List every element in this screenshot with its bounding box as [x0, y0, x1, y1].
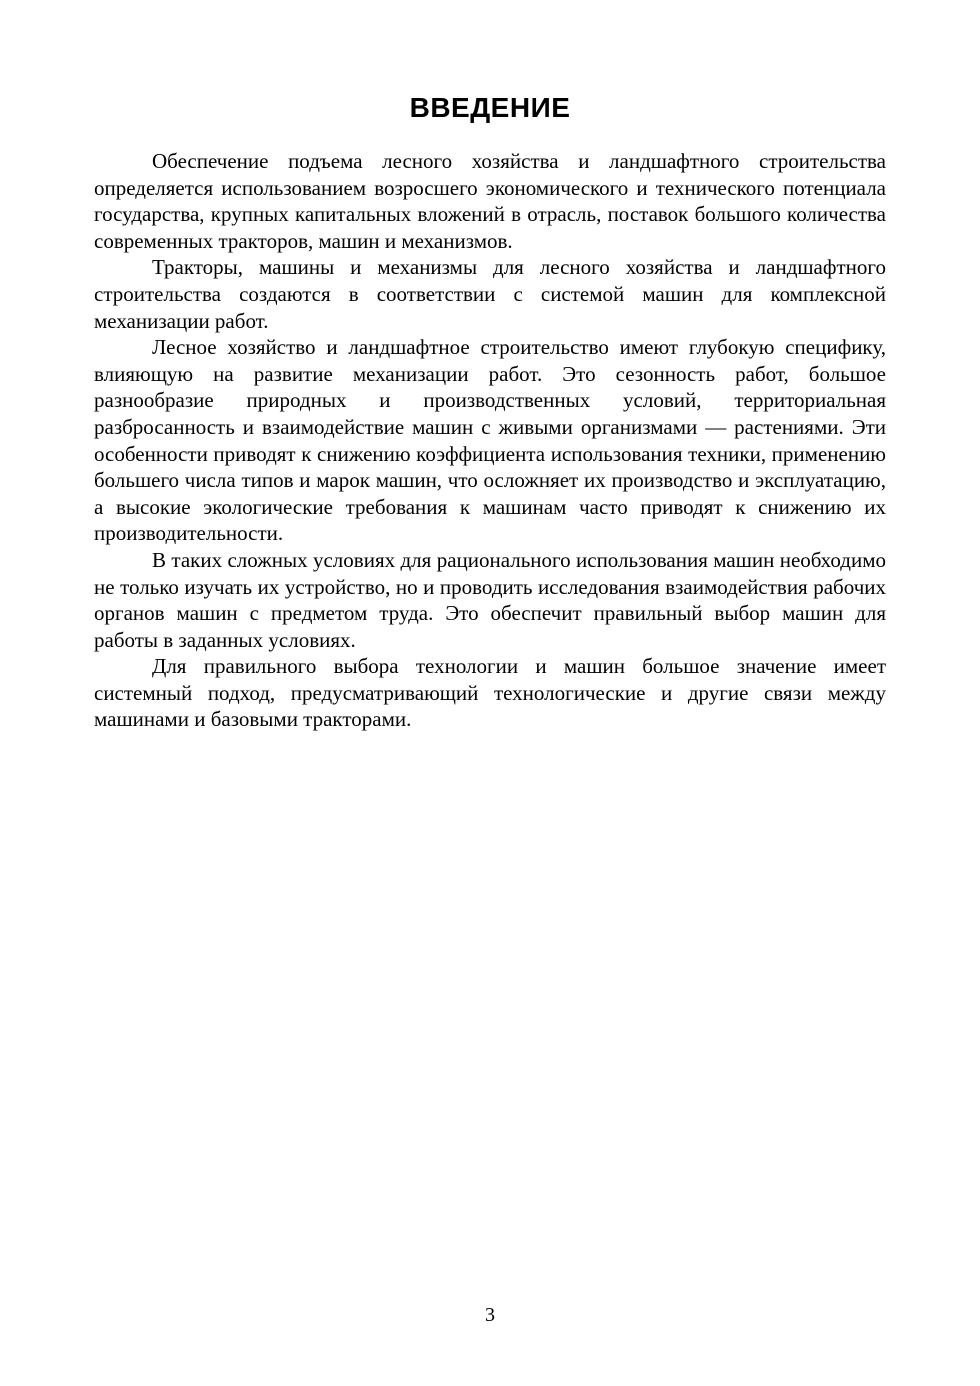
- body-text: [94, 148, 886, 733]
- paragraph-3: Лесное хозяйство и ландшафтное строительство имеют глубокую специфику, влияющую на развитие механизации работ. Это сезонность работ, большое разнообразие природных и производственных условий, территориальная разбросанность и взаимодействие машин с живыми организмами — растениями. Эти особенности приводят к снижению коэффициента использования техники, применению большего числа типов и марок машин, что осложняет их производство и эксплуатацию, а высокие экологические требования к машинам часто приводят к снижению их производительности.: [94, 335, 886, 546]
- page-title: ВВЕДЕНИЕ: [409, 92, 571, 123]
- paragraph-5: Для правильного выбора технологии и машин большое значение имеет системный подход, предусматривающий технологические и другие связи между машинами и базовыми тракторами.: [94, 654, 886, 732]
- page-number: 3: [485, 1304, 495, 1326]
- paragraph-4: В таких сложных условиях для рационального использования машин необходимо не только изучать их устройство, но и проводить исследования взаимодействия рабочих органов машин с предметом труда. Это обеспечит правильный выбор машин для работы в заданных условиях.: [94, 547, 886, 652]
- paragraph-1: Обеспечение подъема лесного хозяйства и ландшафтного строительства определяется использованием возросшего экономического и технического потенциала государства, крупных капитальных вложений в отрасль, поставок большого количества современных тракторов, машин и механизмов.: [94, 149, 886, 253]
- paragraph-2: Тракторы, машины и механизмы для лесного хозяйства и ландшафтного строительства создаются в соответствии с системой машин для комплексной механизации работ.: [94, 255, 886, 333]
